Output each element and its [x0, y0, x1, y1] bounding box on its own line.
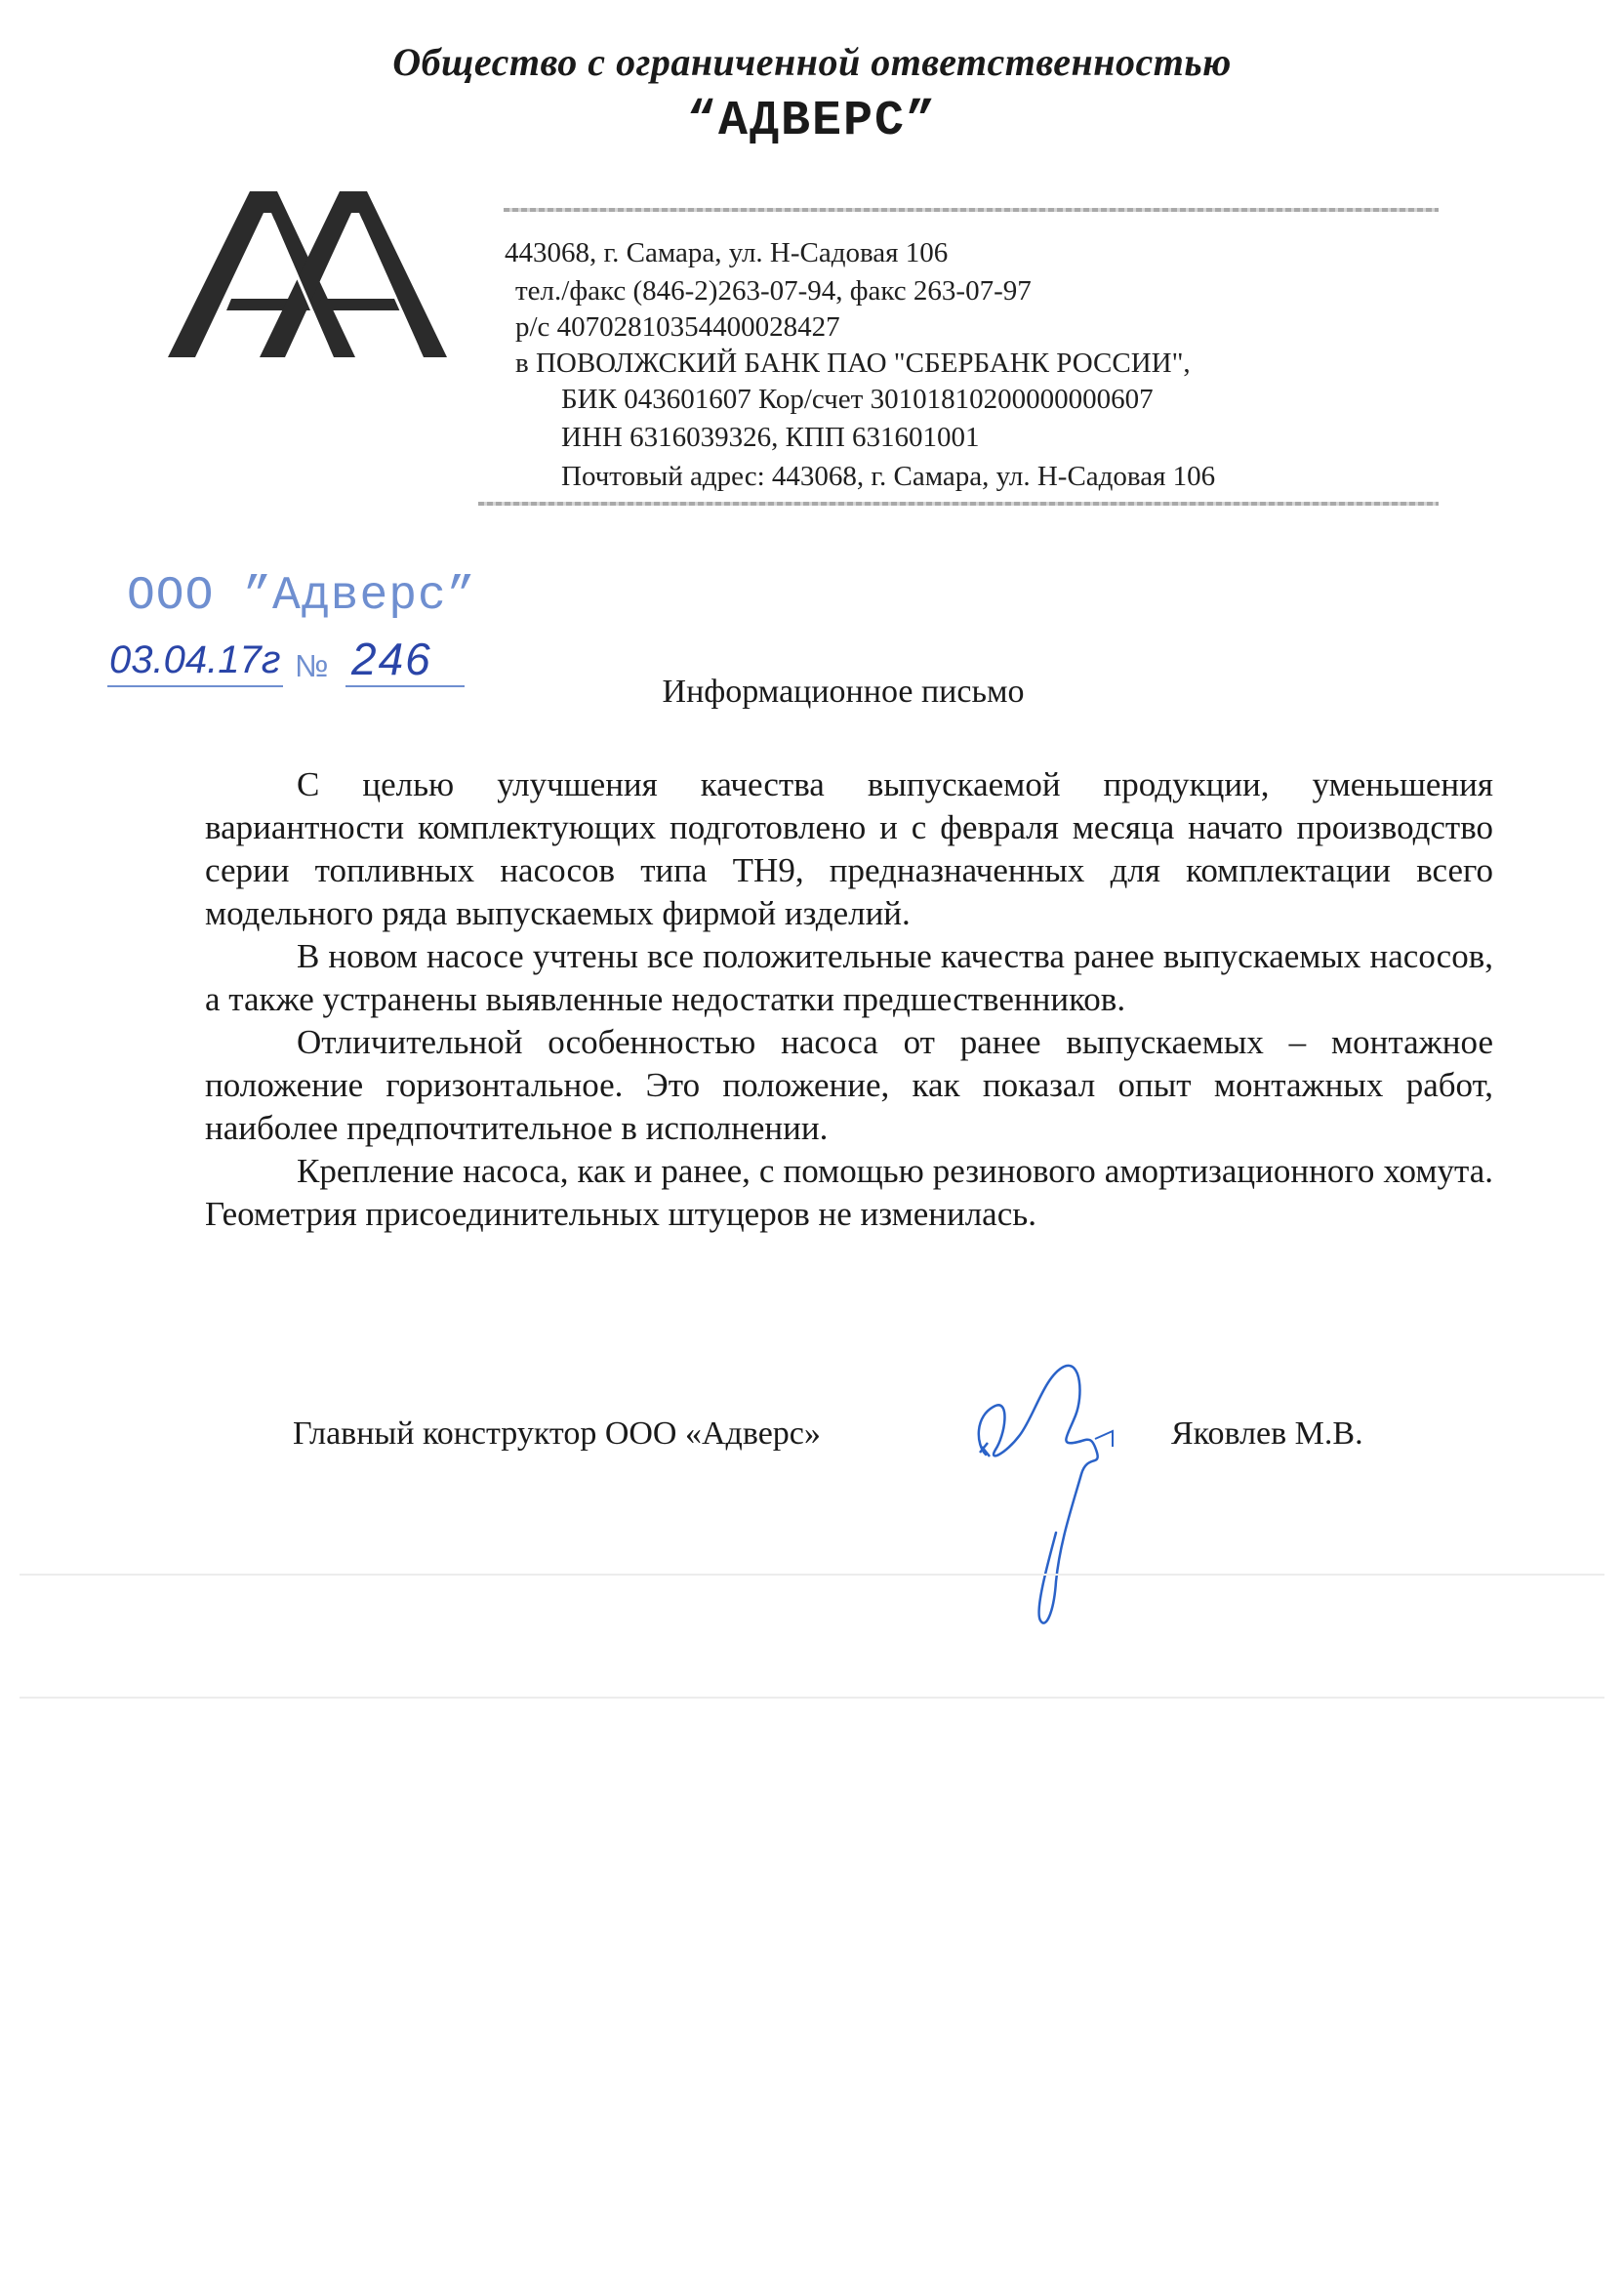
handwritten-signature: [966, 1337, 1161, 1650]
phone-line: тел./факс (846-2)263-07-94, факс 263-07-97: [515, 275, 1032, 307]
bank-line: в ПОВОЛЖСКИЙ БАНК ПАО "СБЕРБАНК РОССИИ",: [515, 348, 1191, 379]
inn-line: ИНН 6316039326, КПП 631601001: [561, 422, 980, 453]
company-logo: [168, 191, 447, 357]
stamp-date: 03.04.17г: [109, 638, 281, 681]
scan-artifact-line: [20, 1697, 1604, 1699]
company-name: “АДВЕРС”: [686, 94, 938, 149]
postal-address-line: Почтовый адрес: 443068, г. Самара, ул. Н-Садовая 106: [561, 461, 1216, 492]
scan-artifact-line: [20, 1574, 1604, 1576]
body-paragraph: Крепление насоса, как и ранее, с помощью резинового амортизационного хомута. Геометрия присоединительных штуцеров не изменилась.: [205, 1152, 1493, 1233]
company-type: Общество с ограниченной ответственностью: [392, 40, 1232, 84]
header-rule-top: [504, 208, 1439, 212]
account-line: р/с 40702810354400028427: [515, 311, 840, 343]
signatory-title: Главный конструктор ООО «Адверс»: [293, 1415, 821, 1452]
header-rule-bottom: [478, 502, 1439, 506]
address-line: 443068, г. Самара, ул. Н-Садовая 106: [505, 237, 949, 268]
body-paragraph: Отличительной особенностью насоса от ранее выпускаемых – монтажное положение горизонтальное. Это положение, как показал опыт монтажных работ, наиболее предпочтительное в исполнении.: [205, 1023, 1493, 1147]
logo-text: АА: [168, 191, 170, 192]
stamp-number-label: №: [295, 648, 329, 683]
stamp-company: ООО ”Адверс”: [127, 570, 476, 623]
stamp-number: 246: [351, 634, 432, 684]
letter-body: [205, 763, 1493, 1236]
bik-line: БИК 043601607 Кор/счет 30101810200000000607: [561, 384, 1154, 415]
letter-title: Информационное письмо: [662, 674, 1025, 710]
body-paragraph: С целью улучшения качества выпускаемой продукции, уменьшения вариантности комплектующих подготовлено и с февраля месяца начато производство серии топливных насосов типа ТН9, предназначенных для комплектации всего модельного ряда выпускаемых фирмой изделий.: [205, 765, 1493, 932]
signatory-name: Яковлев М.В.: [1171, 1415, 1363, 1452]
body-paragraph: В новом насосе учтены все положительные качества ранее выпускаемых насосов, а также устранены выявленные недостатки предшественников.: [205, 937, 1493, 1018]
